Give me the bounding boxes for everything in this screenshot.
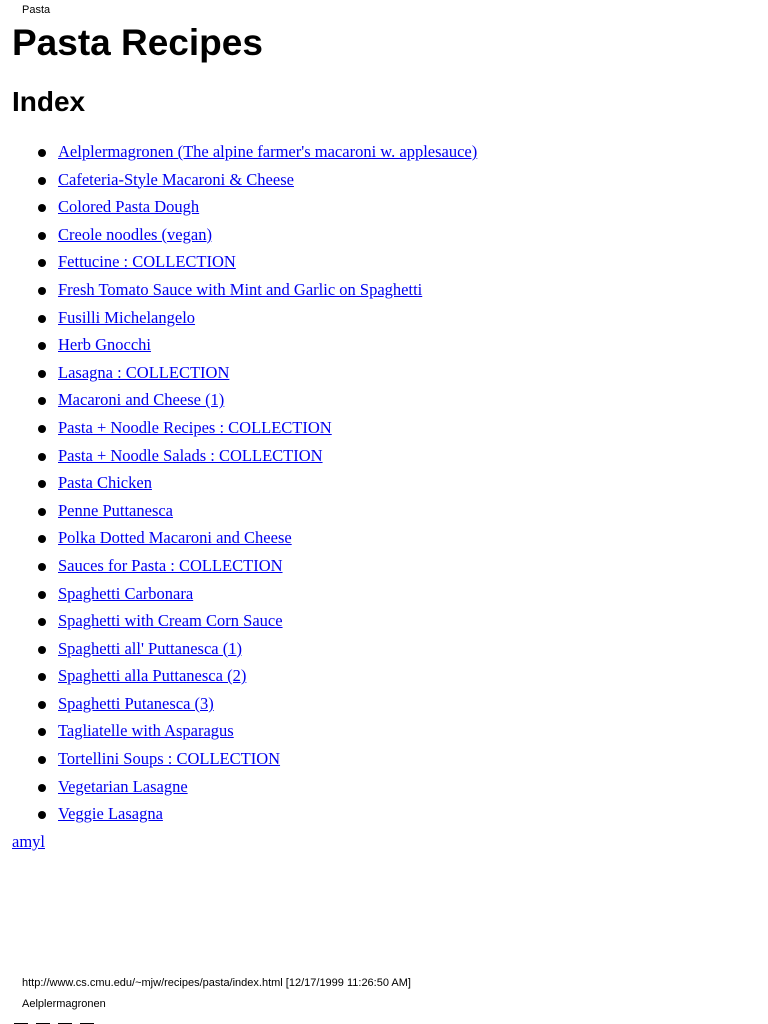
list-item	[0, 635, 477, 663]
recipe-link[interactable]: Spaghetti all' Puttanesca (1)	[58, 638, 242, 658]
recipe-link[interactable]: Pasta + Noodle Recipes : COLLECTION	[58, 417, 332, 437]
bullet-icon	[38, 204, 46, 212]
list-item	[0, 386, 477, 414]
bullet-icon	[38, 728, 46, 736]
bullet-icon	[38, 425, 46, 433]
bullet-icon	[38, 756, 46, 764]
bullet-icon	[38, 591, 46, 599]
author-link[interactable]: amyl	[12, 832, 45, 851]
bullet-icon	[38, 535, 46, 543]
recipe-link[interactable]: Colored Pasta Dough	[58, 197, 200, 217]
recipe-link[interactable]: Pasta + Noodle Salads : COLLECTION	[58, 445, 323, 465]
recipe-link[interactable]: Spaghetti with Cream Corn Sauce	[58, 611, 283, 631]
recipe-index-list	[0, 138, 477, 828]
bullet-icon	[38, 811, 46, 819]
list-item	[0, 442, 477, 470]
bullet-icon	[38, 784, 46, 792]
bullet-icon	[38, 259, 46, 267]
bullet-icon	[38, 480, 46, 488]
bullet-icon	[38, 701, 46, 709]
recipe-link[interactable]: Aelplermagronen (The alpine farmer's macaroni w. applesauce)	[58, 142, 478, 161]
bullet-icon	[38, 149, 46, 157]
recipe-link[interactable]: Veggie Lasagna	[58, 804, 163, 824]
list-item	[0, 248, 477, 276]
next-page-header: Aelplermagronen	[22, 998, 106, 1010]
list-item	[0, 800, 477, 828]
list-item	[0, 359, 477, 387]
recipe-link[interactable]: Spaghetti Carbonara	[58, 583, 194, 603]
running-header: Pasta	[22, 4, 51, 16]
recipe-link[interactable]: Fresh Tomato Sauce with Mint and Garlic on Spaghetti	[58, 279, 423, 299]
bullet-icon	[38, 232, 46, 240]
bullet-icon	[38, 646, 46, 654]
recipe-link[interactable]: Vegetarian Lasagne	[58, 776, 188, 796]
list-item	[0, 607, 477, 635]
list-item	[0, 497, 477, 525]
list-item	[0, 745, 477, 773]
list-item	[0, 138, 477, 166]
recipe-link[interactable]: Cafeteria-Style Macaroni & Cheese	[58, 169, 294, 189]
recipe-link[interactable]: Penne Puttanesca	[58, 500, 174, 520]
recipe-link[interactable]: Pasta Chicken	[58, 473, 152, 493]
recipe-link[interactable]: Fusilli Michelangelo	[58, 307, 196, 327]
recipe-link[interactable]: Spaghetti alla Puttanesca (2)	[58, 666, 247, 686]
bullet-icon	[38, 508, 46, 516]
list-item	[0, 166, 477, 194]
bullet-icon	[38, 342, 46, 350]
recipe-link[interactable]: Tagliatelle with Asparagus	[58, 721, 234, 741]
recipe-link[interactable]: Herb Gnocchi	[58, 335, 152, 355]
recipe-link[interactable]: Creole noodles (vegan)	[58, 224, 212, 244]
bullet-icon	[38, 563, 46, 571]
index-heading: Index	[12, 86, 86, 117]
bullet-icon	[38, 618, 46, 626]
page-title: Pasta Recipes	[12, 22, 263, 63]
list-item	[0, 276, 477, 304]
list-item	[0, 331, 477, 359]
recipe-link[interactable]: Polka Dotted Macaroni and Cheese	[58, 528, 292, 548]
recipe-link[interactable]: Sauces for Pasta : COLLECTION	[58, 555, 283, 575]
bullet-icon	[38, 315, 46, 323]
url-footer: http://www.cs.cmu.edu/~mjw/recipes/pasta/index.html [12/17/1999 11:26:50 AM]	[22, 977, 411, 989]
list-item	[0, 221, 477, 249]
list-item	[0, 469, 477, 497]
list-item	[0, 690, 477, 718]
bullet-icon	[38, 453, 46, 461]
bullet-icon	[38, 397, 46, 405]
list-item	[0, 773, 477, 801]
list-item	[0, 552, 477, 580]
list-item	[0, 717, 477, 745]
list-item	[0, 193, 477, 221]
list-item	[0, 580, 477, 608]
recipe-link[interactable]: Lasagna : COLLECTION	[58, 362, 230, 382]
recipe-link[interactable]: Tortellini Soups : COLLECTION	[58, 749, 281, 769]
recipe-link[interactable]: Spaghetti Putanesca (3)	[58, 693, 214, 713]
recipe-link[interactable]: Fettucine : COLLECTION	[58, 252, 236, 272]
bullet-icon	[38, 673, 46, 681]
list-item	[0, 662, 477, 690]
next-page-title-cropped	[14, 1017, 114, 1024]
recipe-link[interactable]: Macaroni and Cheese (1)	[58, 390, 225, 410]
list-item	[0, 524, 477, 552]
bullet-icon	[38, 177, 46, 185]
list-item	[0, 414, 477, 442]
bullet-icon	[38, 287, 46, 295]
list-item	[0, 304, 477, 332]
bullet-icon	[38, 370, 46, 378]
